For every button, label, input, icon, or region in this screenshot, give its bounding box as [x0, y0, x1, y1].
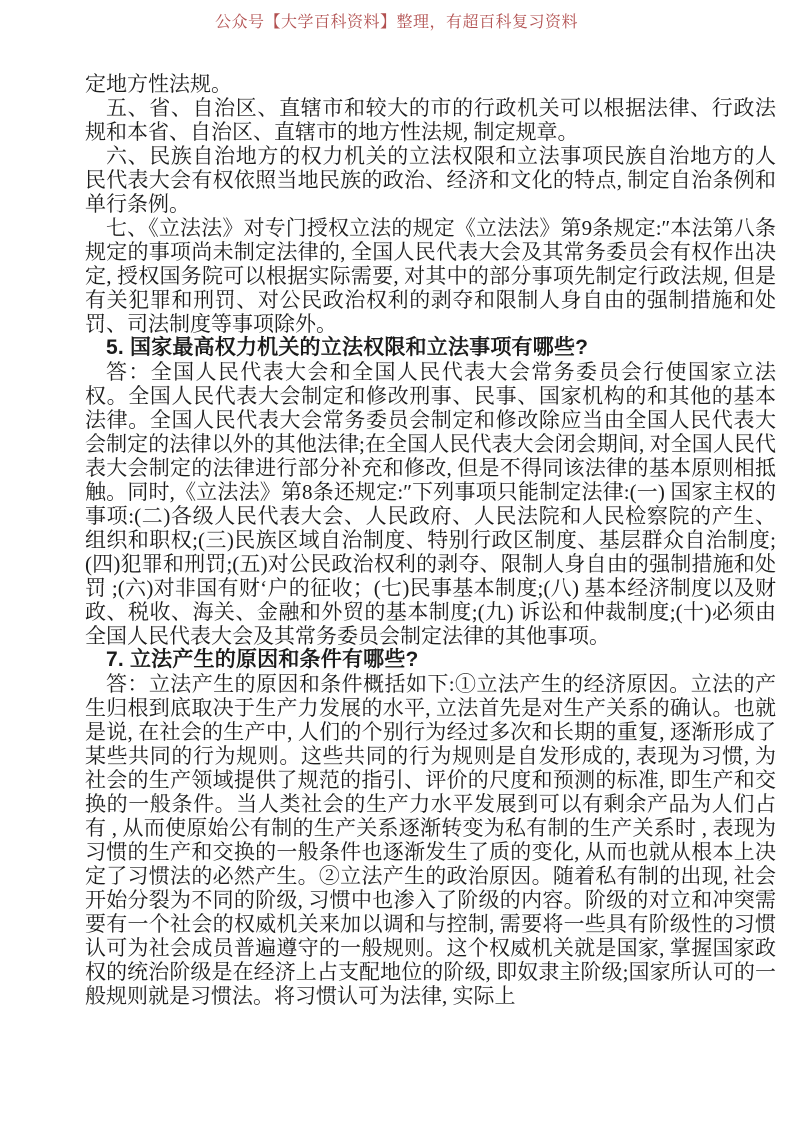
- question-heading: 7. 立法产生的原因和条件有哪些?: [106, 648, 419, 671]
- body-paragraph: 六、民族自治地方的权力机关的立法权限和立法事项民族自治地方的人民代表大会有权依照当地民族的政治、经济和文化的特点, 制定自治条例和单行条例。: [85, 144, 776, 216]
- body-paragraph: 答：全国人民代表大会和全国人民代表大会常务委员会行使国家立法权。全国人民代表大会制定和修改刑事、民事、国家机构的和其他的基本法律。全国人民代表大会常务委员会制定和修改除应当由全国人民代表大会制定的法律以外的其他法律;在全国人民代表大会闭会期间, 对全国人民代表大会制定的法律进行部分补充和修改, 但是不得同该法律的基本原则相抵触。同时,《立法法》第8条还规定:″下列事项只能制定法律:(一) 国家主权的事项:(二)各级人民代表大会、人民政府、人民法院和人民检察院的产生、组织和职权;(三)民族区域自治制度、特别行政区制度、基层群众自治制度;(四)犯罪和刑罚;(五)对公民政治权利的剥夺、限制人身自由的强制措施和处罚 ;(六)对非国有财‘户的征收；(七)民事基本制度;(八) 基本经济制度以及财政、税收、海关、金融和外贸的基本制度;(九) 诉讼和仲裁制度;(十)必须由全国人民代表大会及其常务委员会制定法律的其他事项。: [85, 360, 776, 648]
- question-heading: 5. 国家最高权力机关的立法权限和立法事项有哪些?: [106, 336, 589, 359]
- document-body: [85, 72, 776, 1008]
- body-paragraph: 七、《立法法》对专门授权立法的规定《立法法》第9条规定:″本法第八条规定的事项尚未制定法律的, 全国人民代表大会及其常务委员会有权作出决定, 授权国务院可以根据实际需要, 对其中的部分事项先制定行政法规, 但是有关犯罪和刑罚、对公民政治权利的剥夺和限制人身自由的强制措施和处罚、司法制度等事项除外。: [85, 216, 776, 336]
- body-paragraph: 五、省、自治区、直辖市和较大的市的行政机关可以根据法律、行政法规和本省、自治区、直辖市的地方性法规, 制定规章。: [85, 96, 776, 144]
- body-paragraph: 答：立法产生的原因和条件概括如下:①立法产生的经济原因。立法的产生归根到底取决于生产力发展的水平, 立法首先是对生产关系的确认。也就是说, 在社会的生产中, 人们的个别行为经过多次和长期的重复, 逐渐形成了某些共同的行为规则。这些共同的行为规则是自发形成的, 表现为习惯, 为社会的生产领域提供了规范的指引、评价的尺度和预测的标准, 即生产和交换的一般条件。当人类社会的生产力水平发展到可以有剩余产品为人们占有 , 从而使原始公有制的生产关系逐渐转变为私有制的生产关系时 , 表现为习惯的生产和交换的一般条件也逐渐发生了质的变化, 从而也就从根本上决定了习惯法的必然产生。②立法产生的政治原因。随着私有制的出现, 社会开始分裂为不同的阶级, 习惯中也渗入了阶级的内容。阶级的对立和冲突需要有一个社会的权威机关来加以调和与控制, 需要将一些具有阶级性的习惯认可为社会成员普遍遵守的一般规则。这个权威机关就是国家, 掌握国家政权的统治阶级是在经济上占支配地位的阶级, 即奴隶主阶级;国家所认可的一般规则就是习惯法。将习惯认可为法律, 实际上: [85, 672, 776, 1008]
- body-paragraph: 定地方性法规。: [85, 72, 232, 96]
- page-header-note: 公众号【大学百科资料】整理，有超百科复习资料: [214, 14, 578, 31]
